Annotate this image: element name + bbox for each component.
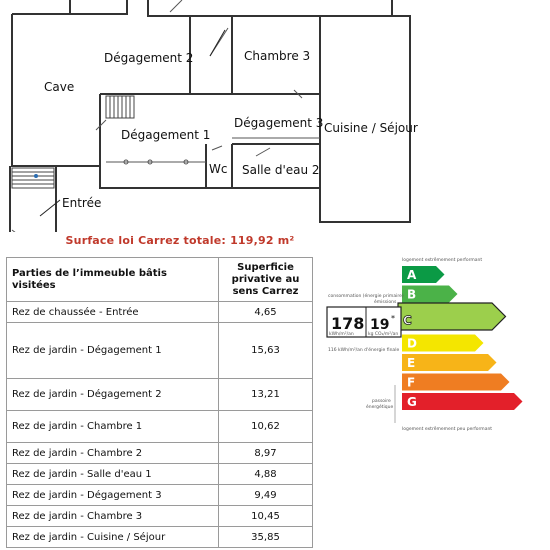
room-cuisine-sejour: Cuisine / Séjour bbox=[324, 121, 418, 135]
dpe-letter-f: F bbox=[407, 375, 416, 390]
row-value: 35,85 bbox=[219, 527, 313, 548]
row-name: Rez de jardin - Chambre 3 bbox=[7, 506, 219, 527]
dpe-ghg-unit: kg CO₂/m²/an bbox=[368, 332, 399, 337]
door-salle-eau bbox=[256, 148, 270, 156]
dpe-letter-a: A bbox=[407, 268, 417, 282]
table-row bbox=[7, 302, 313, 323]
dpe-energy-label bbox=[320, 255, 545, 435]
table-row bbox=[7, 411, 313, 443]
row-name: Rez de jardin - Cuisine / Séjour bbox=[7, 527, 219, 548]
dpe-bar-f bbox=[402, 374, 510, 391]
door-top bbox=[170, 0, 182, 12]
table-row bbox=[7, 443, 313, 464]
dpe-passoire-line1: passoire bbox=[372, 399, 391, 404]
surface-total-title: Surface loi Carrez totale: 119,92 m² bbox=[65, 234, 295, 247]
dpe-bar-e bbox=[402, 354, 497, 371]
dpe-bar-g bbox=[402, 393, 523, 410]
door-entree bbox=[12, 230, 20, 232]
table-row bbox=[7, 527, 313, 548]
table-header-row bbox=[7, 258, 313, 302]
dpe-bottom-caption: logement extrêmement peu performant bbox=[402, 427, 493, 432]
dpe-bars bbox=[398, 266, 523, 410]
stair-marker bbox=[34, 174, 38, 178]
row-value: 10,45 bbox=[219, 506, 313, 527]
header-surface bbox=[219, 258, 313, 302]
table-row bbox=[7, 506, 313, 527]
row-name: Rez de jardin - Chambre 2 bbox=[7, 443, 219, 464]
row-value: 4,65 bbox=[219, 302, 313, 323]
room-degagement-2: Dégagement 2 bbox=[104, 51, 194, 65]
row-name: Rez de jardin - Chambre 1 bbox=[7, 411, 219, 443]
row-value: 13,21 bbox=[219, 379, 313, 411]
header-surface-line2: privative au bbox=[231, 273, 300, 285]
row-name: Rez de jardin - Dégagement 3 bbox=[7, 485, 219, 506]
table-row bbox=[7, 485, 313, 506]
carrez-table bbox=[6, 257, 313, 548]
dpe-final-energy-note: 116 kWh/m²/an d'énergie finale bbox=[328, 348, 400, 353]
dpe-top-caption: logement extrêmement performant bbox=[402, 258, 483, 263]
table-row bbox=[7, 379, 313, 411]
room-chambre-3: Chambre 3 bbox=[244, 49, 311, 63]
arrow-deg2 bbox=[210, 30, 225, 56]
dpe-letter-d: D bbox=[407, 336, 417, 351]
dpe-emissions-caption: émissions bbox=[374, 300, 397, 305]
wall-top-left bbox=[70, 0, 127, 14]
door-wc bbox=[212, 146, 222, 150]
room-salle-eau-2: Salle d'eau 2 bbox=[242, 163, 320, 177]
table-row bbox=[7, 464, 313, 485]
header-parts: Parties de l’immeuble bâtis visitées bbox=[7, 258, 219, 302]
row-value: 9,49 bbox=[219, 485, 313, 506]
table-row bbox=[7, 323, 313, 379]
room-degagement-1: Dégagement 1 bbox=[121, 128, 211, 142]
wall-top-middle bbox=[148, 0, 330, 16]
row-name: Rez de jardin - Dégagement 1 bbox=[7, 323, 219, 379]
dpe-letter-g: G bbox=[407, 395, 417, 409]
dpe-energy-value: 178 bbox=[331, 314, 365, 333]
wall-deg1-bottom bbox=[100, 166, 206, 188]
dpe-ghg-value: 19 bbox=[370, 317, 390, 333]
dpe-letter-b: B bbox=[407, 287, 417, 302]
row-value: 8,97 bbox=[219, 443, 313, 464]
wall-cuisine bbox=[320, 16, 410, 222]
dpe-consumption-caption: consommation (énergie primaire) bbox=[328, 294, 404, 299]
stairs-entree bbox=[12, 168, 54, 188]
room-degagement-3: Dégagement 3 bbox=[234, 116, 324, 130]
dpe-energy-unit: kWh/m²/an bbox=[329, 332, 354, 337]
room-cave: Cave bbox=[44, 80, 75, 94]
floor-plan bbox=[0, 0, 550, 232]
row-value: 15,63 bbox=[219, 323, 313, 379]
row-name: Rez de jardin - Dégagement 2 bbox=[7, 379, 219, 411]
row-value: 10,62 bbox=[219, 411, 313, 443]
row-value: 4,88 bbox=[219, 464, 313, 485]
stairs-degagement bbox=[106, 96, 134, 118]
room-entree: Entrée bbox=[62, 196, 102, 210]
dpe-bar-c bbox=[398, 303, 506, 330]
dpe-letter-e: E bbox=[407, 356, 416, 370]
dpe-passoire-line2: énergétique bbox=[366, 405, 394, 410]
dpe-ghg-star: * bbox=[391, 314, 395, 323]
row-name: Rez de chaussée - Entrée bbox=[7, 302, 219, 323]
dpe-letter-c: C bbox=[403, 313, 412, 328]
header-surface-line1: Superficie bbox=[237, 261, 294, 273]
room-wc: Wc bbox=[209, 162, 228, 176]
wall-top-right bbox=[392, 0, 410, 16]
row-name: Rez de jardin - Salle d'eau 1 bbox=[7, 464, 219, 485]
header-surface-line3: sens Carrez bbox=[232, 285, 299, 297]
